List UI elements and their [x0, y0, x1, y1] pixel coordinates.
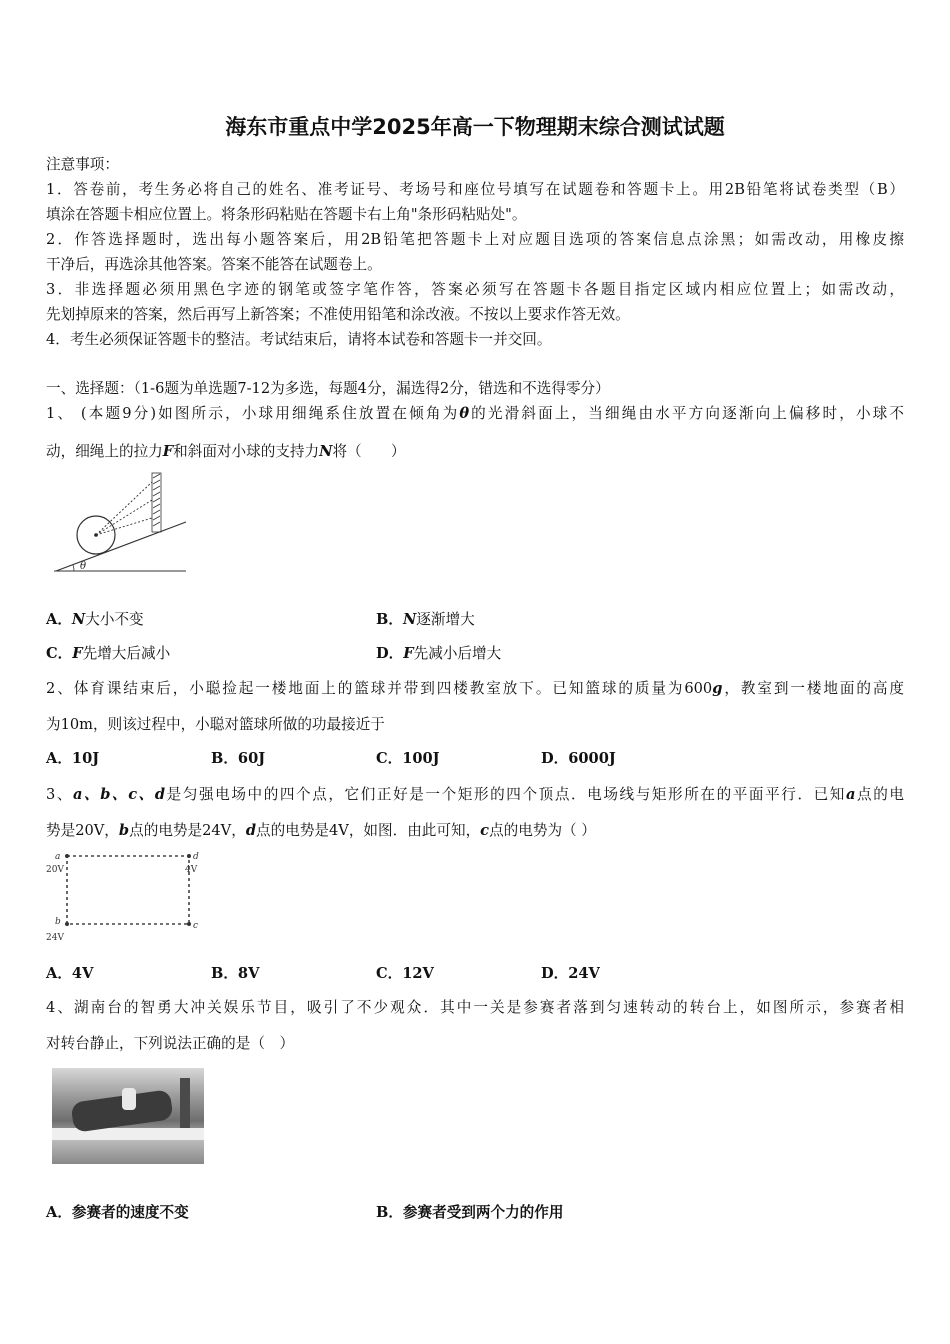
photo-turntable-base	[52, 1128, 204, 1140]
photo-contestant-upper	[122, 1088, 136, 1110]
page-title: 海东市重点中学2025年高一下物理期末综合测试试题	[225, 115, 725, 139]
q2-option-c[interactable]: C．100J	[376, 750, 440, 767]
incline-line	[56, 522, 186, 571]
rope-3	[96, 482, 152, 535]
q4-option-a[interactable]: A．参赛者的速度不变	[46, 1204, 189, 1221]
q1-stem-line2: 动，细绳上的拉力F和斜面对小球的支持力N将（ ）	[46, 443, 406, 460]
q3-option-b[interactable]: B．8V	[211, 965, 260, 982]
q2-option-b[interactable]: B．60J	[211, 750, 266, 767]
q3-stem-line1: 3、a、b、c、d是匀强电场中的四个点，它们正好是一个矩形的四个顶点．电场线与矩形所在的平面平行．已知a点的电	[46, 786, 904, 803]
q1-option-b[interactable]: B．N逐渐增大	[376, 611, 475, 628]
angle-arc	[73, 565, 74, 571]
notice-item-3b: 先划掉原来的答案，然后再写上新答案；不准使用铅笔和涂改液。不按以上要求作答无效。	[46, 306, 630, 323]
q1-option-c[interactable]: C．F先增大后减小	[46, 645, 171, 662]
rectangle-figure	[44, 848, 214, 948]
section-heading: 一、选择题：（1-6题为单选题7-12为多选，每题4分，漏选得2分，错选和不选得零分）	[46, 380, 610, 397]
rope-1	[96, 518, 152, 535]
q2-option-a[interactable]: A．10J	[46, 750, 100, 767]
theta-label: θ	[80, 561, 87, 572]
turntable-photo	[52, 1068, 204, 1164]
q1-option-a[interactable]: A．N大小不变	[46, 611, 144, 628]
q3-option-a[interactable]: A．4V	[46, 965, 94, 982]
point-d-label: d	[193, 852, 199, 862]
q3-option-c[interactable]: C．12V	[376, 965, 434, 982]
q2-option-d[interactable]: D．6000J	[541, 750, 616, 767]
q4-stem-line1: 4、湖南台的智勇大冲关娱乐节目，吸引了不少观众．其中一关是参赛者落到匀速转动的转台上，如图所示，参赛者相	[46, 999, 904, 1016]
notice-item-2b: 干净后，再选涂其他答案。答案不能答在试题卷上。	[46, 256, 382, 273]
q2-stem-line1: 2、体育课结束后，小聪捡起一楼地面上的篮球并带到四楼教室放下。已知篮球的质量为600g，教室到一楼地面的高度	[46, 680, 904, 697]
point-b-potential: 24V	[46, 933, 64, 943]
notice-item-3a: 3．非选择题必须用黑色字迹的钢笔或签字笔作答，答案必须写在答题卡各题目指定区域内相应位置上；如需改动，	[46, 281, 904, 298]
notice-item-1b: 填涂在答题卡相应位置上。将条形码粘贴在答题卡右上角"条形码粘贴处"。	[46, 206, 527, 223]
point-a-potential: 20V	[46, 865, 64, 875]
notice-item-4: 4．考生必须保证答题卡的整洁。考试结束后，请将本试卷和答题卡一并交回。	[46, 331, 552, 348]
incline-figure	[50, 470, 190, 575]
rectangle	[67, 856, 189, 924]
notice-item-2a: 2．作答选择题时，选出每小题答案后，用2B铅笔把答题卡上对应题目选项的答案信息点涂黑；如需改动，用橡皮擦	[46, 231, 904, 248]
q1-stem-line1: 1、 (本题9分)如图所示，小球用细绳系住放置在倾角为θ的光滑斜面上，当细绳由水平方向逐渐向上偏移时，小球不	[46, 405, 904, 422]
notice-heading: 注意事项：	[46, 156, 119, 173]
q2-stem-line2: 为10m，则该过程中，小聪对篮球所做的功最接近于	[46, 716, 385, 733]
point-a-label: a	[55, 852, 61, 862]
q3-option-d[interactable]: D．24V	[541, 965, 600, 982]
q4-option-b[interactable]: B．参赛者受到两个力的作用	[376, 1204, 564, 1221]
photo-post	[180, 1078, 190, 1128]
point-b-label: b	[55, 917, 61, 927]
notice-item-1a: 1．答卷前，考生务必将自己的姓名、准考证号、考场号和座位号填写在试题卷和答题卡上。用2B铅笔将试卷类型（B）	[46, 181, 904, 198]
q1-option-d[interactable]: D．F先减小后增大	[376, 645, 502, 662]
q3-stem-line2: 势是20V，b点的电势是24V，d点的电势是4V，如图．由此可知，c点的电势为（ ）	[46, 822, 596, 839]
point-d-potential: 4V	[185, 865, 198, 875]
q4-stem-line2: 对转台静止，下列说法正确的是（ ）	[46, 1035, 295, 1052]
point-c-label: c	[193, 921, 199, 931]
